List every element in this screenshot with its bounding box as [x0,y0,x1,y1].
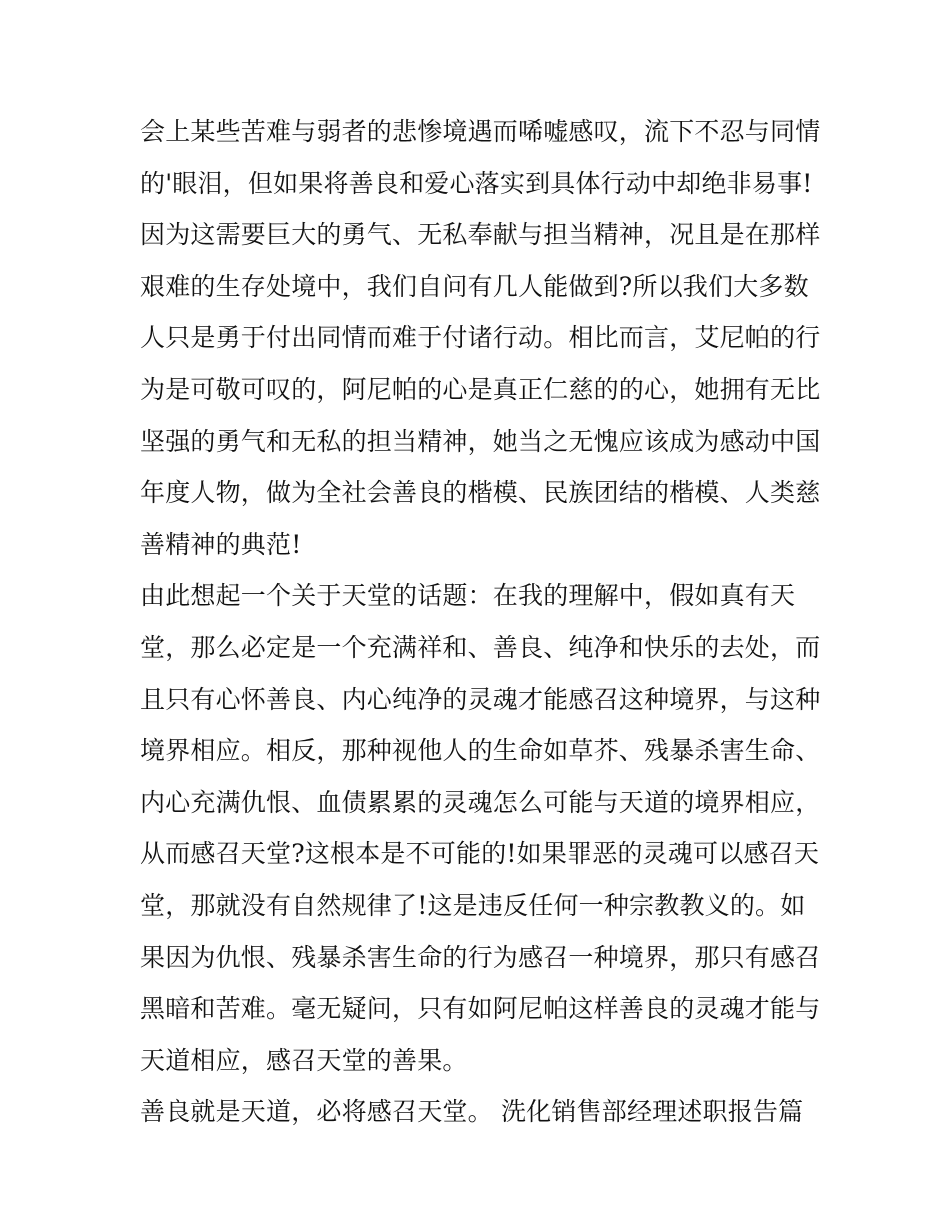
text-line: 境界相应。相反，那种视他人的生命如草芥、残暴杀害生命、 [140,736,820,766]
text-line: 的'眼泪，但如果将善良和爱心落实到具体行动中却绝非易事! [140,168,813,198]
text-line: 善良就是天道，必将感召天堂。 洗化销售部经理述职报告篇 [140,1097,804,1127]
text-line: 为是可敬可叹的，阿尼帕的心是真正仁慈的的心，她拥有无比 [140,374,820,404]
text-line: 从而感召天堂?这根本是不可能的!如果罪恶的灵魂可以感召天 [140,839,820,869]
text-line: 天道相应，感召天堂的善果。 [140,1045,468,1075]
text-line: 年度人物，做为全社会善良的楷模、民族团结的楷模、人类慈 [140,478,820,508]
text-line: 堂，那就没有自然规律了!这是违反任何一种宗教教义的。如 [140,890,806,920]
text-line: 坚强的勇气和无私的担当精神，她当之无愧应该成为感动中国 [140,426,820,456]
text-line: 善精神的典范! [140,529,302,559]
document-body [140,106,820,1138]
text-line: 因为这需要巨大的勇气、无私奉献与担当精神，况且是在那样 [140,220,820,250]
text-line: 会上某些苦难与弱者的悲惨境遇而唏嘘感叹，流下不忍与同情 [140,117,820,146]
text-line: 由此想起一个关于天堂的话题：在我的理解中，假如真有天 [140,581,796,611]
text-line: 人只是勇于付出同情而难于付诸行动。相比而言，艾尼帕的行 [140,323,820,353]
text-line: 堂，那么必定是一个充满祥和、善良、纯净和快乐的去处，而 [140,632,820,662]
text-line: 内心充满仇恨、血债累累的灵魂怎么可能与天道的境界相应， [140,787,820,817]
text-line: 黑暗和苦难。毫无疑问，只有如阿尼帕这样善良的灵魂才能与 [140,994,820,1024]
text-line: 果因为仇恨、残暴杀害生命的行为感召一种境界，那只有感召 [140,942,820,972]
text-line: 且只有心怀善良、内心纯净的灵魂才能感召这种境界，与这种 [140,684,820,714]
text-line: 艰难的生存处境中，我们自问有几人能做到?所以我们大多数 [140,271,809,301]
